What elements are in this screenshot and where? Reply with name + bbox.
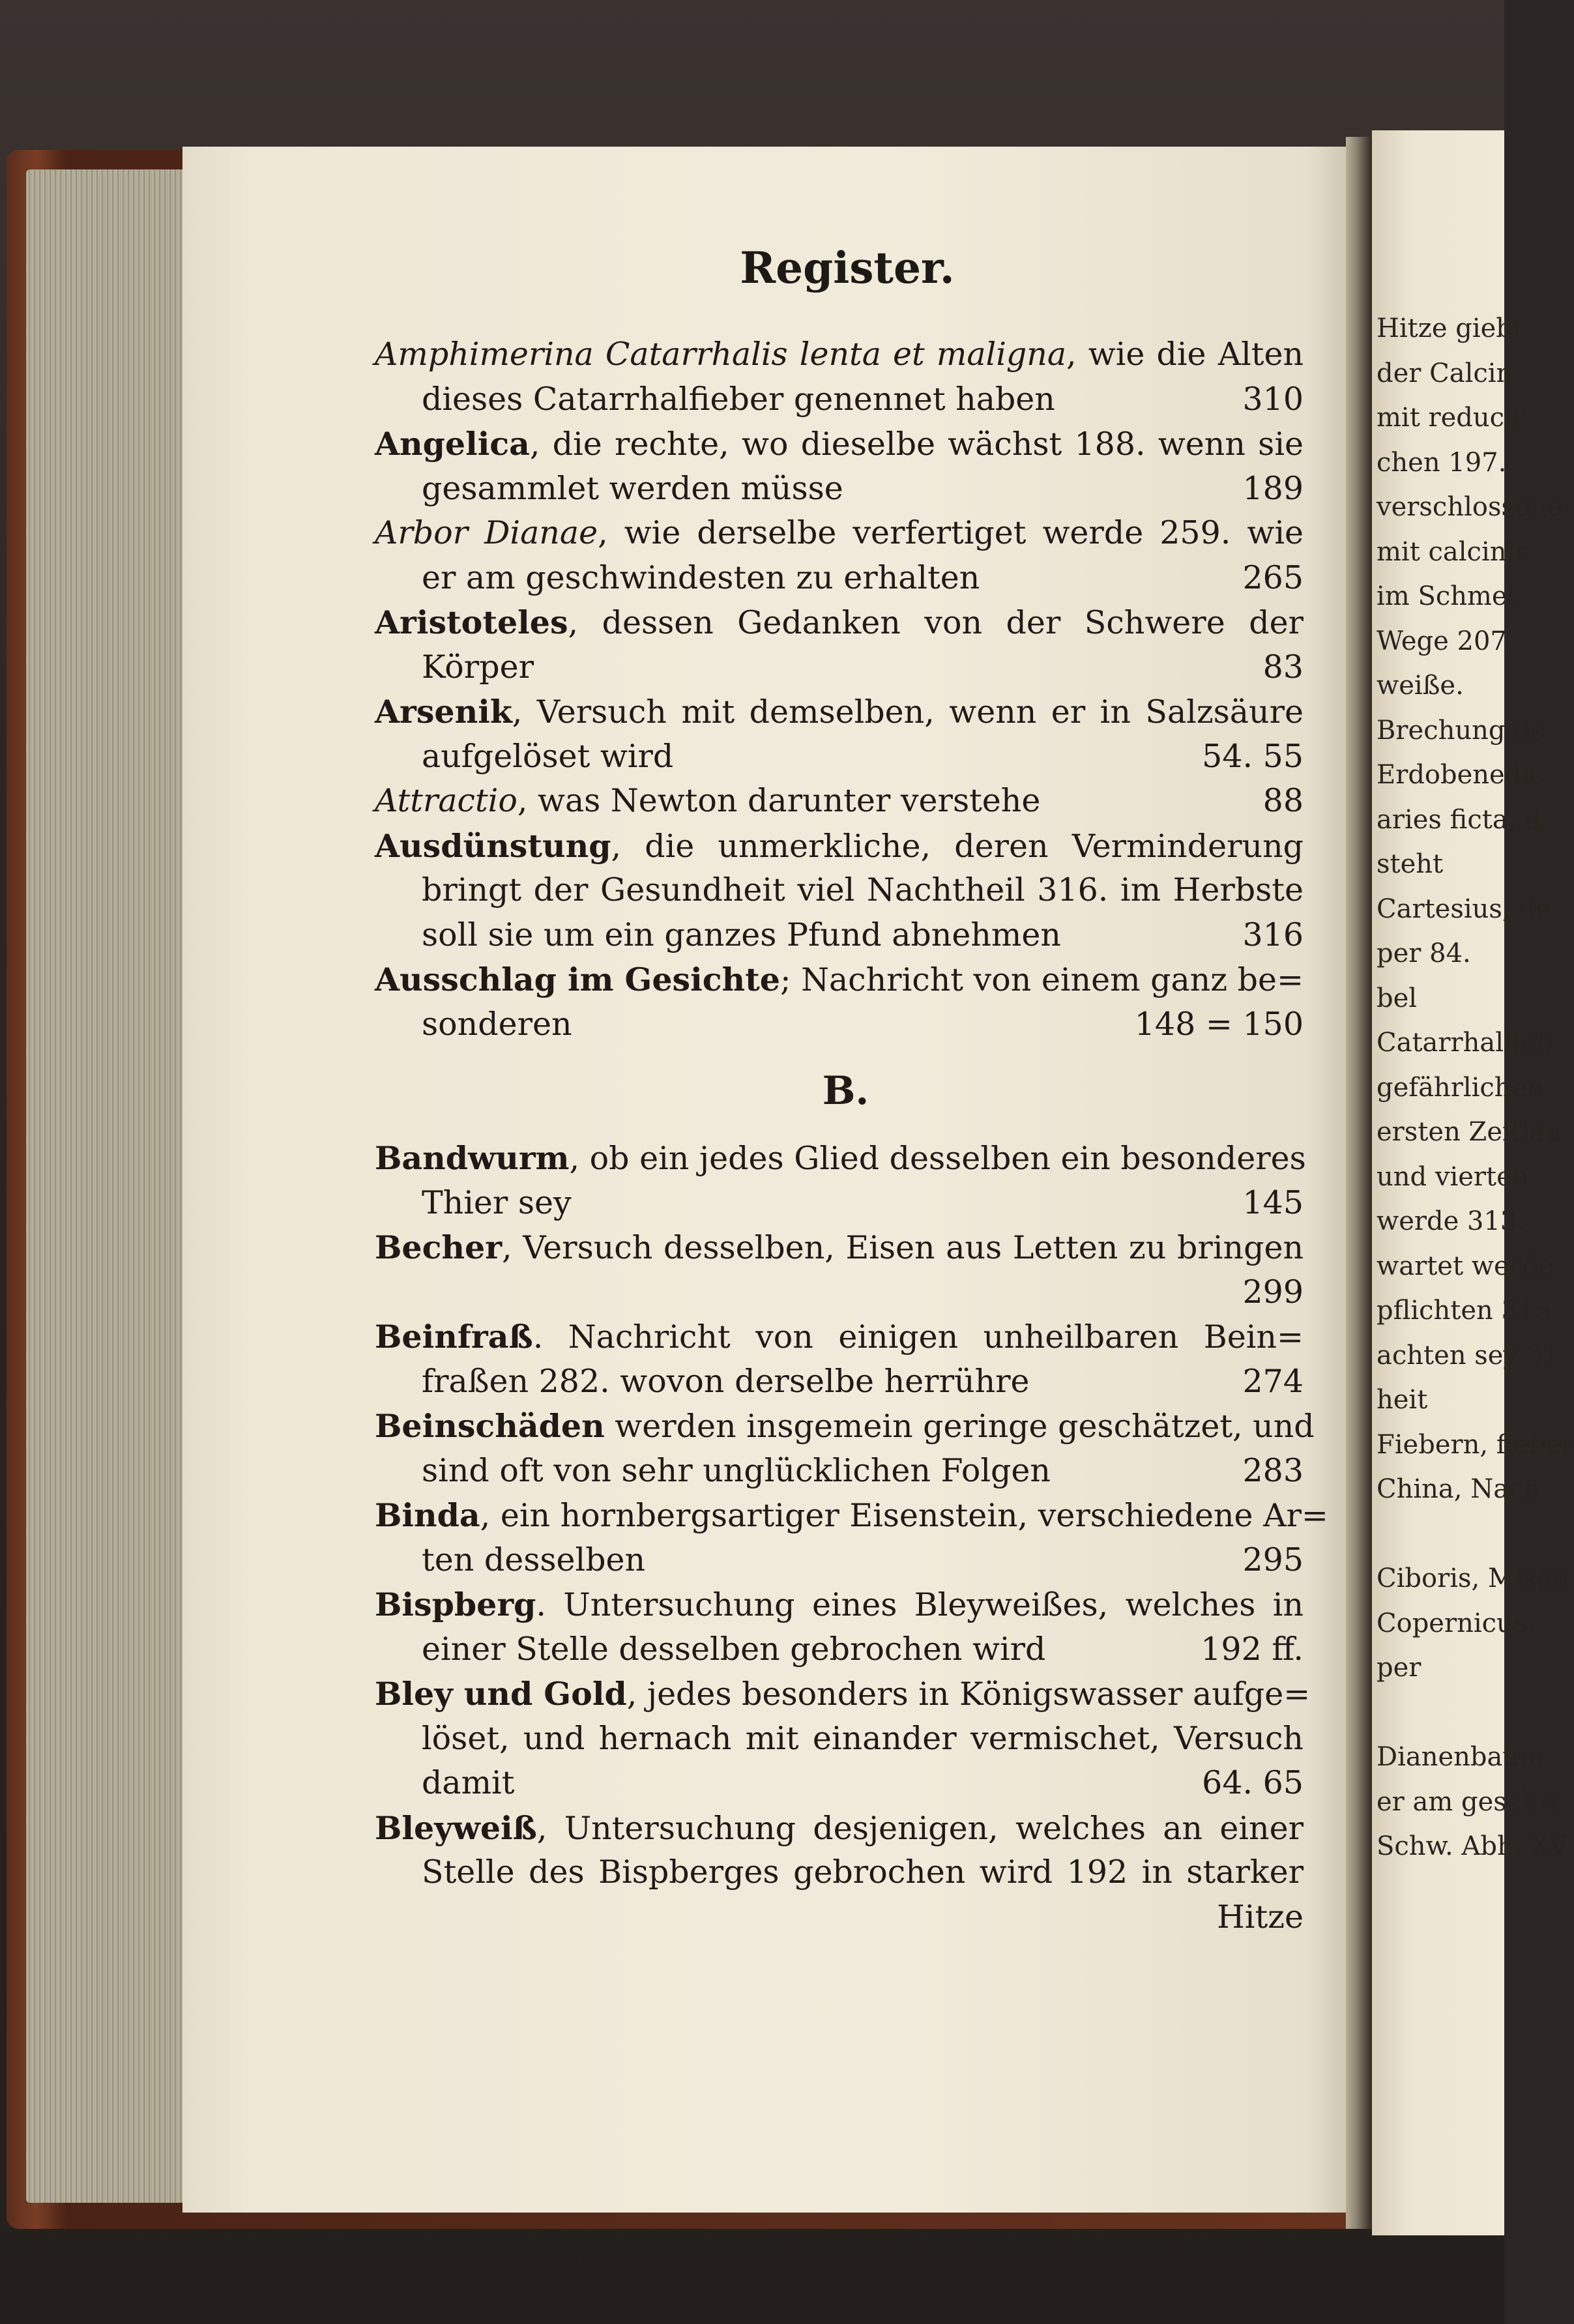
entry-line: [375, 1315, 1304, 1359]
entry-continuation-line: [375, 1181, 1304, 1226]
page-reference: 148 = 150: [1134, 1005, 1304, 1043]
facing-page-line: ersten Zeitlau: [1377, 1117, 1562, 1147]
entry-text: [375, 957, 1304, 1002]
facing-page-line: Copernicus,: [1377, 1608, 1536, 1638]
facing-page-line: Cartesius, de: [1377, 893, 1551, 924]
facing-page-line: im Schmel: [1377, 581, 1516, 611]
facing-page-line: Dianenbaum: [1377, 1742, 1545, 1772]
facing-page-line: pflichten 315: [1377, 1296, 1551, 1326]
entry-continuation-line: [375, 556, 1304, 601]
entry-text: [375, 690, 1304, 734]
facing-page-line: Brechung de: [1377, 715, 1546, 746]
entry-keyword: Aristoteles: [375, 603, 568, 641]
entry-text: dieses Catarrhalfieber genennet haben: [422, 380, 1055, 418]
entry-keyword: Bispberg: [375, 1586, 536, 1623]
facing-page-line: Erdobenedic: [1377, 760, 1545, 790]
facing-page-line: China, Nach: [1377, 1474, 1541, 1504]
entry-text: [375, 1404, 1315, 1449]
entry-continuation-line: [375, 734, 1304, 779]
section-letter: B.: [822, 1068, 869, 1114]
entry-text: [375, 824, 1304, 869]
facing-page-line: Hitze giebt: [1377, 313, 1523, 343]
page-reference: 265: [1242, 559, 1304, 596]
entry-description: ; Nachricht von einem ganz be=: [780, 961, 1304, 998]
entry-keyword: Angelica: [375, 425, 530, 463]
entry-keyword: Amphimerina Catarrhalis lenta et maligna: [375, 336, 1067, 373]
entry-keyword: Arbor Dianae: [375, 514, 598, 551]
register-entries: [375, 332, 1328, 1939]
entry-text: Stelle des Bispberges gebrochen wird 192 in starker: [422, 1853, 1304, 1891]
entry-continuation-line: [375, 1359, 1304, 1404]
entry-line: [375, 422, 1304, 467]
entry-line: [375, 957, 1304, 1002]
entry-line: [375, 1806, 1304, 1851]
page-reference: 274: [1242, 1362, 1304, 1400]
facing-page-line: mit calcinir: [1377, 536, 1528, 567]
entry-text: aufgelöset wird: [422, 737, 674, 775]
entry-text: soll sie um ein ganzes Pfund abnehmen: [422, 916, 1061, 953]
entry-text: [375, 422, 1304, 467]
entry-keyword: Beinschäden: [375, 1407, 605, 1445]
facing-page-text: [1377, 306, 1574, 1869]
page-reference: 88: [1262, 782, 1304, 819]
page-edges: [26, 169, 182, 2203]
facing-page-line: aries ficta, d: [1377, 804, 1541, 835]
entry-text: [375, 1806, 1304, 1851]
entry-description: , die unmerkliche, deren Verminderung: [611, 827, 1304, 865]
entry-line: [375, 1404, 1315, 1449]
entry-description: , die rechte, wo dieselbe wächst 188. wenn sie: [529, 426, 1304, 463]
entry-line: [375, 1225, 1304, 1270]
entry-text: Thier sey: [422, 1184, 572, 1221]
entry-keyword: Ausdünstung: [375, 826, 611, 865]
entry-description: , wie derselbe verfertiget werde 259. wie: [598, 514, 1304, 551]
entry-description: , Versuch mit demselben, wenn er in Salzsäure: [512, 693, 1304, 731]
entry-text: [375, 1493, 1328, 1538]
entry-keyword: Bleyweiß: [375, 1808, 537, 1847]
entry-text: [375, 332, 1304, 377]
facing-page-line: Schw. Abh. XV: [1377, 1831, 1568, 1861]
entry-line: [375, 824, 1304, 869]
entry-description: , ein hornbergsartiger Eisenstein, verschiedene Ar=: [480, 1497, 1328, 1534]
entry-continuation-line: [375, 1850, 1304, 1895]
facing-page-line: und vierten: [1377, 1161, 1529, 1192]
entry-continuation-line: [375, 1002, 1304, 1047]
facing-page-line: weiße.: [1377, 671, 1464, 701]
facing-page-line: werde 313.: [1377, 1206, 1526, 1236]
entry-continuation-line: [375, 1538, 1304, 1583]
page-reference: 83: [1262, 648, 1304, 686]
facing-page-line: Catarrhalfieb: [1377, 1028, 1553, 1058]
facing-page-line: [1377, 1691, 1507, 1736]
entry-continuation-line: [375, 645, 1304, 690]
entry-keyword: Beinfraß: [375, 1318, 533, 1356]
entry-continuation-line: [375, 1895, 1304, 1940]
entry-text: [375, 1315, 1304, 1359]
book-gutter: [1346, 137, 1373, 2229]
entry-keyword: Ausschlag im Gesichte: [375, 961, 780, 998]
facing-page-line: er am geschw: [1377, 1786, 1561, 1817]
entry-continuation-line: [375, 467, 1304, 512]
entry-description: werden insgemein geringe geschätzet, und: [604, 1408, 1315, 1445]
entry-description: , ob ein jedes Glied desselben ein besonderes: [569, 1140, 1306, 1177]
facing-page-line: heit: [1377, 1385, 1428, 1415]
entry-text: [375, 600, 1304, 645]
entry-continuation-line: [375, 1717, 1304, 1762]
entry-description: , Versuch desselben, Eisen aus Letten zu bringen: [502, 1229, 1304, 1266]
entry-text: [375, 1582, 1304, 1627]
entry-line: [375, 1582, 1304, 1627]
entry-text: einer Stelle desselben gebrochen wird: [422, 1630, 1046, 1668]
page-reference: Hitze: [1217, 1898, 1304, 1936]
entry-description: , was Newton darunter verstehe: [517, 782, 1041, 819]
entry-line: [375, 779, 1304, 824]
entry-text: er am geschwindesten zu erhalten: [422, 559, 980, 596]
entry-text: löset, und hernach mit einander vermischet, Versuch: [422, 1719, 1304, 1757]
entry-line: [375, 690, 1304, 734]
page-reference: 145: [1242, 1184, 1304, 1221]
facing-page-line: mit reducir: [1377, 403, 1525, 433]
facing-page-line: per 84.: [1377, 938, 1471, 968]
page-reference: 189: [1242, 469, 1304, 507]
entry-description: . Nachricht von einigen unheilbaren Bein=: [532, 1318, 1304, 1356]
entry-continuation-line: [375, 1449, 1304, 1494]
page-reference: 310: [1242, 380, 1304, 418]
entry-keyword: Binda: [375, 1496, 480, 1534]
facing-page-line: steht: [1377, 849, 1444, 879]
entry-text: [375, 779, 1255, 824]
entry-description: , Untersuchung desjenigen, welches an einer: [536, 1809, 1304, 1847]
entry-line: [375, 332, 1304, 377]
entry-keyword: Attractio: [375, 782, 517, 819]
entry-text: Körper: [422, 648, 534, 686]
entry-line: [375, 1493, 1328, 1538]
entry-description: , dessen Gedanken von der Schwere der: [568, 604, 1304, 641]
facing-page-line: per: [1377, 1653, 1421, 1683]
entry-text: [375, 511, 1304, 556]
page-reference: 283: [1242, 1451, 1304, 1489]
entry-text: bringt der Gesundheit viel Nachtheil 316. im Herbste: [422, 871, 1304, 908]
page-reference: 54. 55: [1202, 737, 1304, 775]
page-reference: 316: [1242, 916, 1304, 953]
entry-text: fraßen 282. wovon derselbe herrühre: [422, 1362, 1030, 1400]
entry-text: gesammlet werden müsse: [422, 469, 843, 507]
entry-continuation-line: [375, 377, 1304, 422]
entry-text: damit: [422, 1764, 515, 1801]
entry-text: ten desselben: [422, 1541, 646, 1578]
entry-line: [375, 511, 1304, 556]
entry-keyword: Arsenik: [375, 693, 512, 731]
facing-page-line: Fiebern, fieber: [1377, 1429, 1574, 1460]
entry-continuation-line: [375, 1270, 1304, 1315]
facing-page-line: chen 197.: [1377, 447, 1507, 478]
entry-line: [375, 1136, 1304, 1181]
facing-page-line: gefährlichen: [1377, 1072, 1543, 1103]
entry-description: . Untersuchung eines Bleyweißes, welches in: [536, 1586, 1304, 1623]
facing-page-line: der Calcin: [1377, 358, 1513, 388]
page-header: Register.: [740, 242, 955, 293]
entry-text: [375, 1672, 1310, 1717]
entry-line: [375, 600, 1304, 645]
entry-continuation-line: [375, 868, 1304, 913]
entry-continuation-line: [375, 1761, 1304, 1806]
entry-keyword: Bley und Gold: [375, 1675, 627, 1713]
page-reference: 64. 65: [1202, 1764, 1304, 1801]
entry-continuation-line: [375, 913, 1304, 958]
page-reference: 192 ff.: [1201, 1630, 1304, 1668]
entry-text: [375, 1225, 1304, 1270]
facing-page-line: Ciboris, Misge: [1377, 1563, 1569, 1593]
facing-page-line: [1377, 1512, 1507, 1557]
page-reference: 299: [1242, 1273, 1304, 1311]
facing-page-line: verschlossene: [1377, 492, 1563, 522]
entry-keyword: Bandwurm: [375, 1139, 570, 1177]
entry-text: sonderen: [422, 1005, 572, 1043]
entry-continuation-line: [375, 1627, 1304, 1672]
facing-page-line: bel: [1377, 983, 1418, 1013]
entry-keyword: Becher: [375, 1228, 503, 1266]
entry-text: [375, 1136, 1306, 1181]
facing-page-line: Wege 207.: [1377, 626, 1515, 656]
entry-line: [375, 1672, 1311, 1717]
entry-description: , wie die Alten: [1066, 336, 1304, 373]
facing-page-line: wartet werde: [1377, 1251, 1554, 1281]
page-reference: 295: [1242, 1541, 1304, 1578]
facing-page-line: achten sey 31: [1377, 1340, 1560, 1371]
entry-description: , jedes besonders in Königswasser aufge=: [626, 1676, 1311, 1713]
entry-text: sind oft von sehr unglücklichen Folgen: [422, 1451, 1051, 1489]
